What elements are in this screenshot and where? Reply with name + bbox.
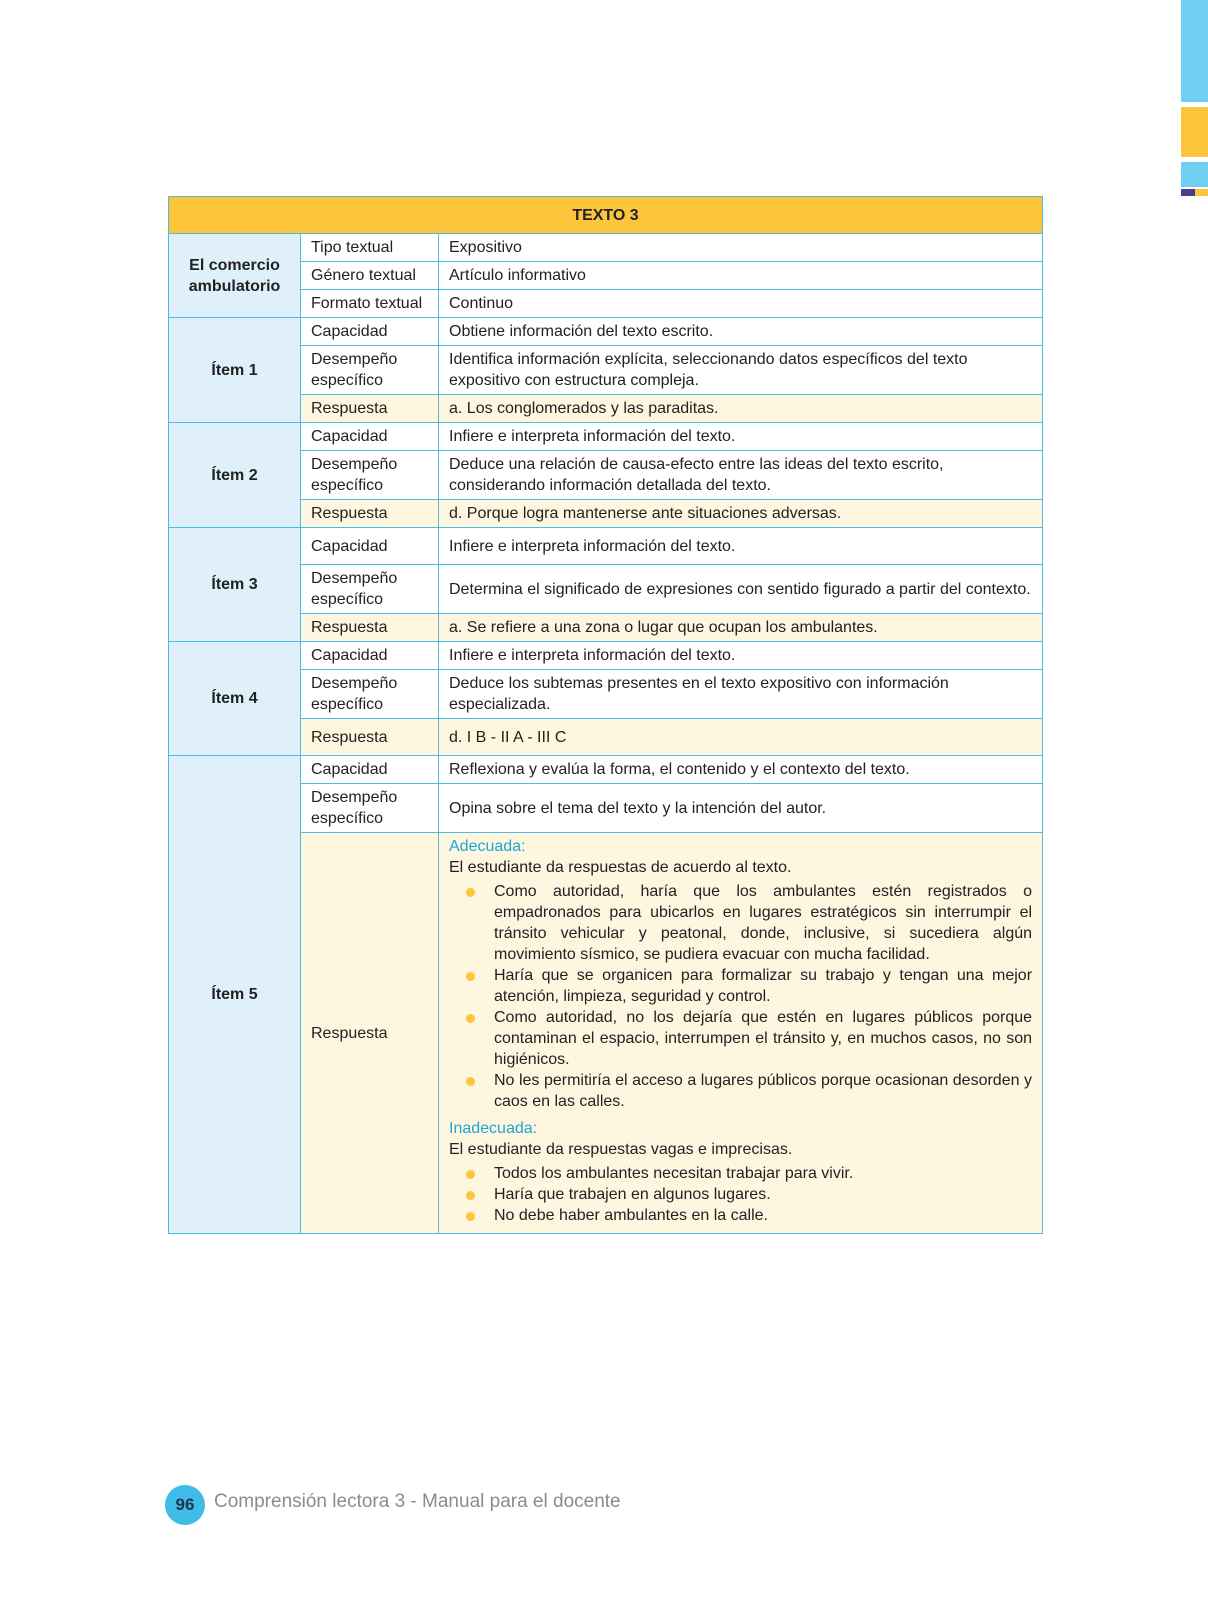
respuesta-value: d. I B - II A - III C <box>439 719 1043 756</box>
page-number: 96 <box>165 1485 205 1525</box>
table-row <box>169 500 1043 528</box>
table-row <box>169 318 1043 346</box>
item-title: Ítem 2 <box>169 423 301 528</box>
inadecuada-intro: El estudiante da respuestas vagas e imprecisas. <box>449 1141 793 1158</box>
table-row <box>169 614 1043 642</box>
desempeno-value: Identifica información explícita, seleccionando datos específicos del texto expositivo con estructura compleja. <box>439 346 1043 395</box>
capacidad-value: Infiere e interpreta información del texto. <box>439 528 1043 565</box>
respuesta-value: a. Se refiere a una zona o lugar que ocupan los ambulantes. <box>439 614 1043 642</box>
table-row <box>169 262 1043 290</box>
edge-tab-blue-bottom <box>1181 162 1208 187</box>
list-item: Como autoridad, no los dejaría que estén en lugares públicos porque contaminan el espacio, interrumpen el tránsito y, en muchos casos, no son higiénicos. <box>494 1009 1033 1068</box>
row-label: Respuesta <box>301 614 439 642</box>
row-label: Desempeño específico <box>301 670 439 719</box>
respuesta-value: d. Porque logra mantenerse ante situaciones adversas. <box>439 500 1043 528</box>
capacidad-value: Infiere e interpreta información del texto. <box>439 423 1043 451</box>
list-item: Como autoridad, haría que los ambulantes estén registrados o empadronados para ubicarlos en lugares estratégicos sin interrumpir el tránsito vehicular y peatonal, donde, inclusive, si sucediera algún movimiento sísmico, se pudiera evacuar con mucha facilidad. <box>494 883 1033 963</box>
table-row <box>169 833 1043 1234</box>
row-label: Capacidad <box>301 318 439 346</box>
row-label: Desempeño específico <box>301 784 439 833</box>
row-label: Desempeño específico <box>301 451 439 500</box>
table-row <box>169 784 1043 833</box>
table-row <box>169 756 1043 784</box>
desempeno-value: Deduce una relación de causa-efecto entre las ideas del texto escrito, considerando información detallada del texto. <box>439 451 1043 500</box>
adecuada-list <box>449 881 1032 1112</box>
row-label: Capacidad <box>301 528 439 565</box>
table-header: TEXTO 3 <box>169 197 1043 234</box>
table-row <box>169 670 1043 719</box>
adecuada-title: Adecuada: <box>449 838 526 855</box>
row-label: Desempeño específico <box>301 565 439 614</box>
footer-title: Comprensión lectora 3 - Manual para el docente <box>214 1491 621 1512</box>
desempeno-value: Determina el significado de expresiones con sentido figurado a partir del contexto. <box>439 565 1043 614</box>
list-item: Todos los ambulantes necesitan trabajar para vivir. <box>494 1163 1032 1184</box>
table-row <box>169 290 1043 318</box>
table-row <box>169 423 1043 451</box>
capacidad-value: Obtiene información del texto escrito. <box>439 318 1043 346</box>
desempeno-value: Deduce los subtemas presentes en el texto expositivo con información especializada. <box>439 670 1043 719</box>
table-row <box>169 642 1043 670</box>
row-label: Desempeño específico <box>301 346 439 395</box>
table-row <box>169 719 1043 756</box>
row-label: Capacidad <box>301 756 439 784</box>
edge-tab-yellow-small <box>1195 189 1208 196</box>
list-item: Haría que se organicen para formalizar su trabajo y tengan una mejor atención, limpieza, seguridad y control. <box>494 967 1033 1005</box>
row-label: Capacidad <box>301 423 439 451</box>
answer-key-table <box>168 196 1043 1234</box>
table-row <box>169 565 1043 614</box>
edge-tab-blue-top <box>1181 0 1208 102</box>
row-label: Tipo textual <box>301 234 439 262</box>
table-row <box>169 528 1043 565</box>
table-row <box>169 395 1043 423</box>
capacidad-value: Reflexiona y evalúa la forma, el contenido y el contexto del texto. <box>439 756 1043 784</box>
table-row <box>169 346 1043 395</box>
item-title: Ítem 3 <box>169 528 301 642</box>
row-label: Respuesta <box>301 395 439 423</box>
item-title: Ítem 5 <box>169 756 301 1234</box>
edge-tab-purple <box>1181 189 1195 196</box>
table-row <box>169 451 1043 500</box>
item-title: Ítem 1 <box>169 318 301 423</box>
section-title-text: El comercio ambulatorio <box>169 234 301 318</box>
row-label: Género textual <box>301 262 439 290</box>
item-title: Ítem 4 <box>169 642 301 756</box>
row-label: Respuesta <box>301 719 439 756</box>
row-label: Capacidad <box>301 642 439 670</box>
capacidad-value: Infiere e interpreta información del texto. <box>439 642 1043 670</box>
list-item: Haría que trabajen en algunos lugares. <box>494 1184 1032 1205</box>
edge-tab-yellow <box>1181 107 1208 157</box>
adecuada-intro: El estudiante da respuestas de acuerdo al texto. <box>449 859 792 876</box>
row-value: Continuo <box>439 290 1043 318</box>
desempeno-value: Opina sobre el tema del texto y la intención del autor. <box>439 784 1043 833</box>
row-value: Expositivo <box>439 234 1043 262</box>
inadecuada-list <box>449 1163 1032 1226</box>
table-row <box>169 234 1043 262</box>
respuesta-detail <box>439 833 1043 1234</box>
list-item: No debe haber ambulantes en la calle. <box>494 1205 1032 1226</box>
respuesta-value: a. Los conglomerados y las paraditas. <box>439 395 1043 423</box>
row-label: Respuesta <box>301 500 439 528</box>
list-item: No les permitiría el acceso a lugares públicos porque ocasionan desorden y caos en las calles. <box>494 1072 1033 1110</box>
inadecuada-title: Inadecuada: <box>449 1120 538 1137</box>
row-value: Artículo informativo <box>439 262 1043 290</box>
row-label: Formato textual <box>301 290 439 318</box>
row-label: Respuesta <box>301 833 439 1234</box>
